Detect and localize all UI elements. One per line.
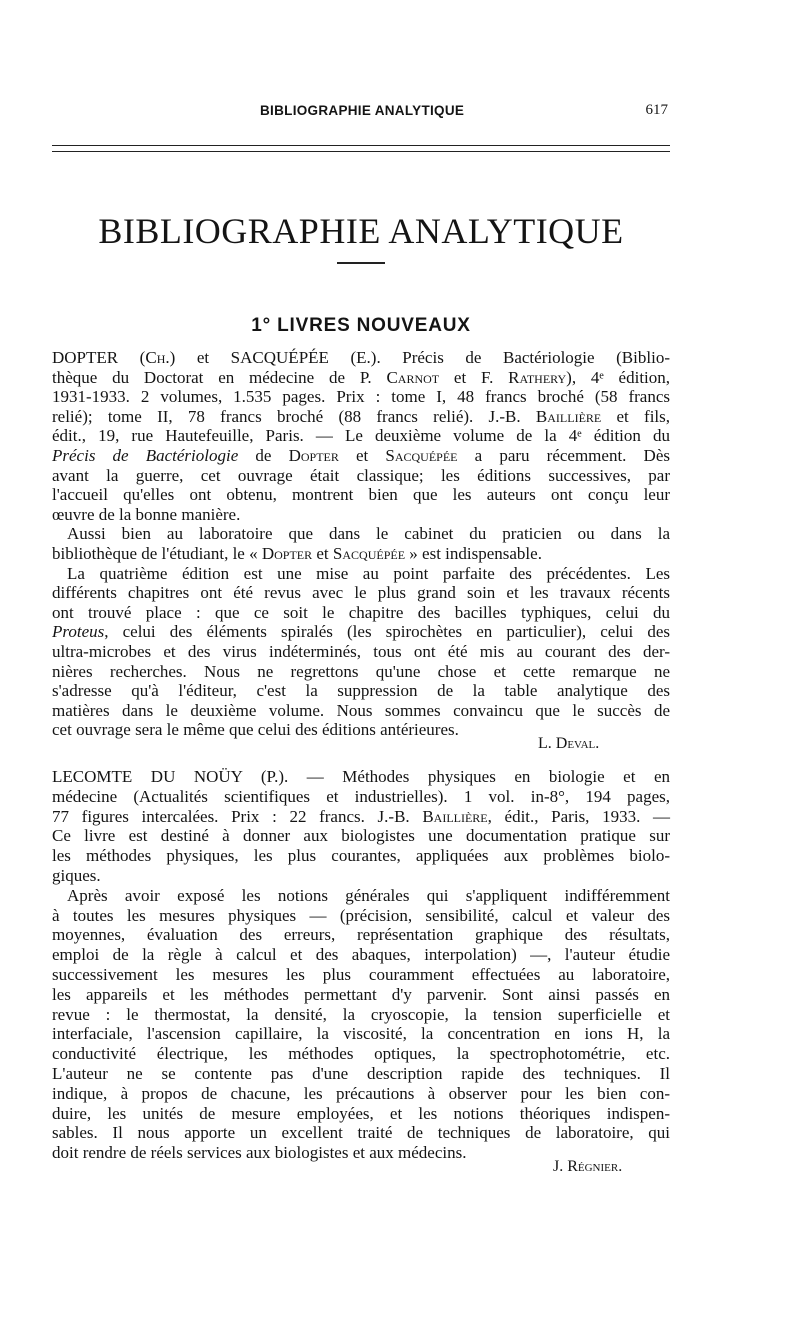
running-head (52, 103, 670, 125)
text-line (52, 866, 670, 886)
text-run: moyennes, évaluation des erreurs, représentation graphique des résultats, (52, 925, 670, 945)
text-line (52, 642, 670, 662)
text-run: s'adresse qu'à l'éditeur, c'est la suppression de la table analytique des (52, 681, 670, 701)
text-run: et fils, (601, 406, 671, 426)
text-line (52, 985, 670, 1005)
text-run: médecine (52, 786, 118, 806)
text-run: bibliothèque de l'étudiant, le « (52, 544, 262, 563)
text-line (52, 583, 670, 603)
text-run: 1931-1933. 2 volumes, 1.535 pages. Prix : tome I, 48 francs broché (58 francs (52, 387, 670, 407)
text-line (52, 1064, 670, 1084)
text-run: Précis de Bactériologie (402, 348, 595, 367)
text-run: Carnot (386, 367, 440, 387)
text-run: ultra-microbes et des virus indéterminés, tous ont été mis au courant des der- (52, 642, 670, 661)
running-title: BIBLIOGRAPHIE ANALYTIQUE (260, 103, 465, 118)
text-line (52, 787, 670, 807)
text-line (52, 846, 670, 866)
text-run: ), 4ᵉ édition, (566, 367, 671, 387)
text-run: duire, les unités de mesure employées, et les notions théoriques indispen- (52, 1103, 670, 1123)
text-line (52, 662, 670, 682)
text-run: ont trouvé place : que ce soit le chapitre des bacilles typhiques, celui du (52, 602, 670, 622)
text-run: Baillière (535, 406, 602, 426)
text-run: et (338, 446, 386, 465)
text-run: les méthodes physiques, les plus courantes, appliquées aux problèmes biolo- (52, 846, 670, 866)
text-run: L'auteur ne se contente pas d'une description rapide des techniques. Il (52, 1064, 670, 1083)
text-run: Aussi bien au laboratoire que dans le cabinet du praticien ou dans la (67, 524, 670, 544)
text-line (52, 407, 670, 427)
text-run: » est indispensable. (405, 544, 542, 563)
text-run: Sacquépée (332, 544, 406, 563)
text-run: DOPTER (C (52, 348, 157, 367)
text-run: matières dans le deuxième volume. Nous sommes convaincu que le succès de (52, 700, 670, 720)
text-run: emploi de la règle à calcul et des abaques, interpolation) —, l'auteur étudie (52, 945, 670, 965)
text-run: Après avoir exposé les notions générales qui s'appliquent indifféremment (67, 885, 670, 905)
text-line (67, 524, 670, 544)
text-line (52, 485, 670, 505)
text-run: thèque du Doctorat en médecine de P. (52, 367, 387, 387)
text-line (52, 1024, 670, 1044)
text-run: giques. (52, 866, 101, 885)
text-line (52, 466, 670, 486)
text-line (67, 564, 670, 584)
text-line (52, 1044, 670, 1064)
text-run: nières recherches. Nous ne regrettons qu'une chose et cette remarque ne (52, 661, 670, 681)
text-run: les appareils et les méthodes permettant d'y parvenir. Sont ainsi passés en (52, 984, 670, 1004)
text-run: Baillière (422, 806, 488, 826)
text-line (52, 925, 670, 945)
text-run: Dopter (288, 446, 339, 465)
text-run: Dopter (261, 544, 313, 563)
text-run: (Actualités scientifiques et industrielles). 1 vol. in-8°, 194 pages, (117, 786, 670, 806)
text-run: , édit., Paris, 1933. — (487, 806, 670, 826)
text-run: avant la guerre, cet ouvrage était classique; les éditions successives, par (52, 465, 670, 485)
text-line (52, 603, 670, 623)
text-run: a paru récemment. Dès (457, 446, 670, 465)
text-run: cet ouvrage sera le même que celui des éditions antérieures. (52, 720, 459, 740)
text-run: à toutes les mesures physiques — (précision, sensibilité, calcul et valeur des (52, 905, 670, 925)
title-divider (337, 262, 385, 264)
text-run: LECOMTE DU NOÜY (P.). — (52, 767, 343, 786)
text-run: Précis de Bactériologie (52, 446, 239, 465)
text-line (52, 622, 670, 642)
text-run: Sacquépée (385, 446, 458, 465)
text-line (52, 807, 670, 827)
text-line (52, 505, 670, 525)
text-line (52, 826, 670, 846)
text-run: l'accueil qu'elles ont obtenu, montrent bien que les auteurs ont conçu leur (52, 485, 670, 505)
text-run: .) et SACQUÉPÉE (E.). (165, 348, 403, 367)
text-run: œuvre de la bonne manière. (52, 504, 241, 524)
text-line (52, 426, 670, 446)
text-run: doit rendre de réels services aux biologistes et aux médecins. (52, 1143, 467, 1163)
text-line (52, 681, 670, 701)
text-run: et F. (439, 367, 509, 387)
page-number: 617 (645, 102, 668, 118)
text-line (52, 387, 670, 407)
section-heading: 1° LIVRES NOUVEAUX (251, 315, 471, 336)
text-run: Ce livre est destiné à donner aux biologistes une documentation pratique sur (52, 826, 670, 846)
text-line (52, 446, 670, 466)
text-run: interfaciale, l'ascension capillaire, la viscosité, la concentration en ions H, la (52, 1024, 670, 1044)
text-line (52, 767, 670, 787)
text-line (52, 544, 670, 564)
text-run: édit., 19, rue Hautefeuille, Paris. — Le deuxième volume de la 4ᵉ édition du (52, 426, 670, 446)
text-run: h (156, 348, 166, 367)
text-line (52, 906, 670, 926)
text-run: différents chapitres ont été revus avec le plus grand soin et les travaux récents (52, 583, 670, 603)
text-run: indique, à propos de chacune, les précautions à observer pour les bien con- (52, 1083, 670, 1103)
text-line (52, 965, 670, 985)
text-line (52, 1123, 670, 1143)
text-line (52, 1005, 670, 1025)
text-run: Méthodes physiques en biologie et en (342, 767, 670, 786)
text-run: 77 figures intercalées. Prix : 22 francs. J.-B. (52, 806, 423, 826)
text-line (67, 886, 670, 906)
text-run: Proteus (52, 622, 105, 642)
text-run: revue : le thermostat, la densité, la cryoscopie, la tension superficielle et (52, 1004, 670, 1024)
page-title: BIBLIOGRAPHIE ANALYTIQUE (98, 211, 624, 251)
review-signature-regnier: J. Régnier. (553, 1158, 623, 1175)
text-line (52, 945, 670, 965)
text-line (52, 348, 670, 368)
text-run: de (238, 446, 289, 465)
text-line (52, 1084, 670, 1104)
text-run: et (312, 544, 333, 563)
header-rule-bottom (52, 151, 670, 152)
text-run: Rathery (508, 367, 567, 387)
text-run: relié); tome II, 78 francs broché (88 francs relié). J.-B. (52, 406, 536, 426)
text-run: , celui des éléments spiralés (les spirochètes en particulier), celui des (104, 622, 670, 642)
text-run: (Biblio- (594, 348, 670, 367)
text-run: sables. Il nous apporte un excellent traité de techniques de laboratoire, qui (52, 1123, 670, 1143)
text-run: successivement les mesures les plus couramment effectuées au laboratoire, (52, 965, 670, 984)
text-run: conductivité électrique, les méthodes optiques, la spectrophotométrie, etc. (52, 1044, 670, 1064)
header-rule-top (52, 145, 670, 146)
text-run: La quatrième édition est une mise au point parfaite des précédentes. Les (67, 563, 670, 583)
text-line (52, 1104, 670, 1124)
review-signature-deval: L. Deval. (538, 735, 600, 752)
text-line (52, 368, 670, 388)
text-line (52, 701, 670, 721)
